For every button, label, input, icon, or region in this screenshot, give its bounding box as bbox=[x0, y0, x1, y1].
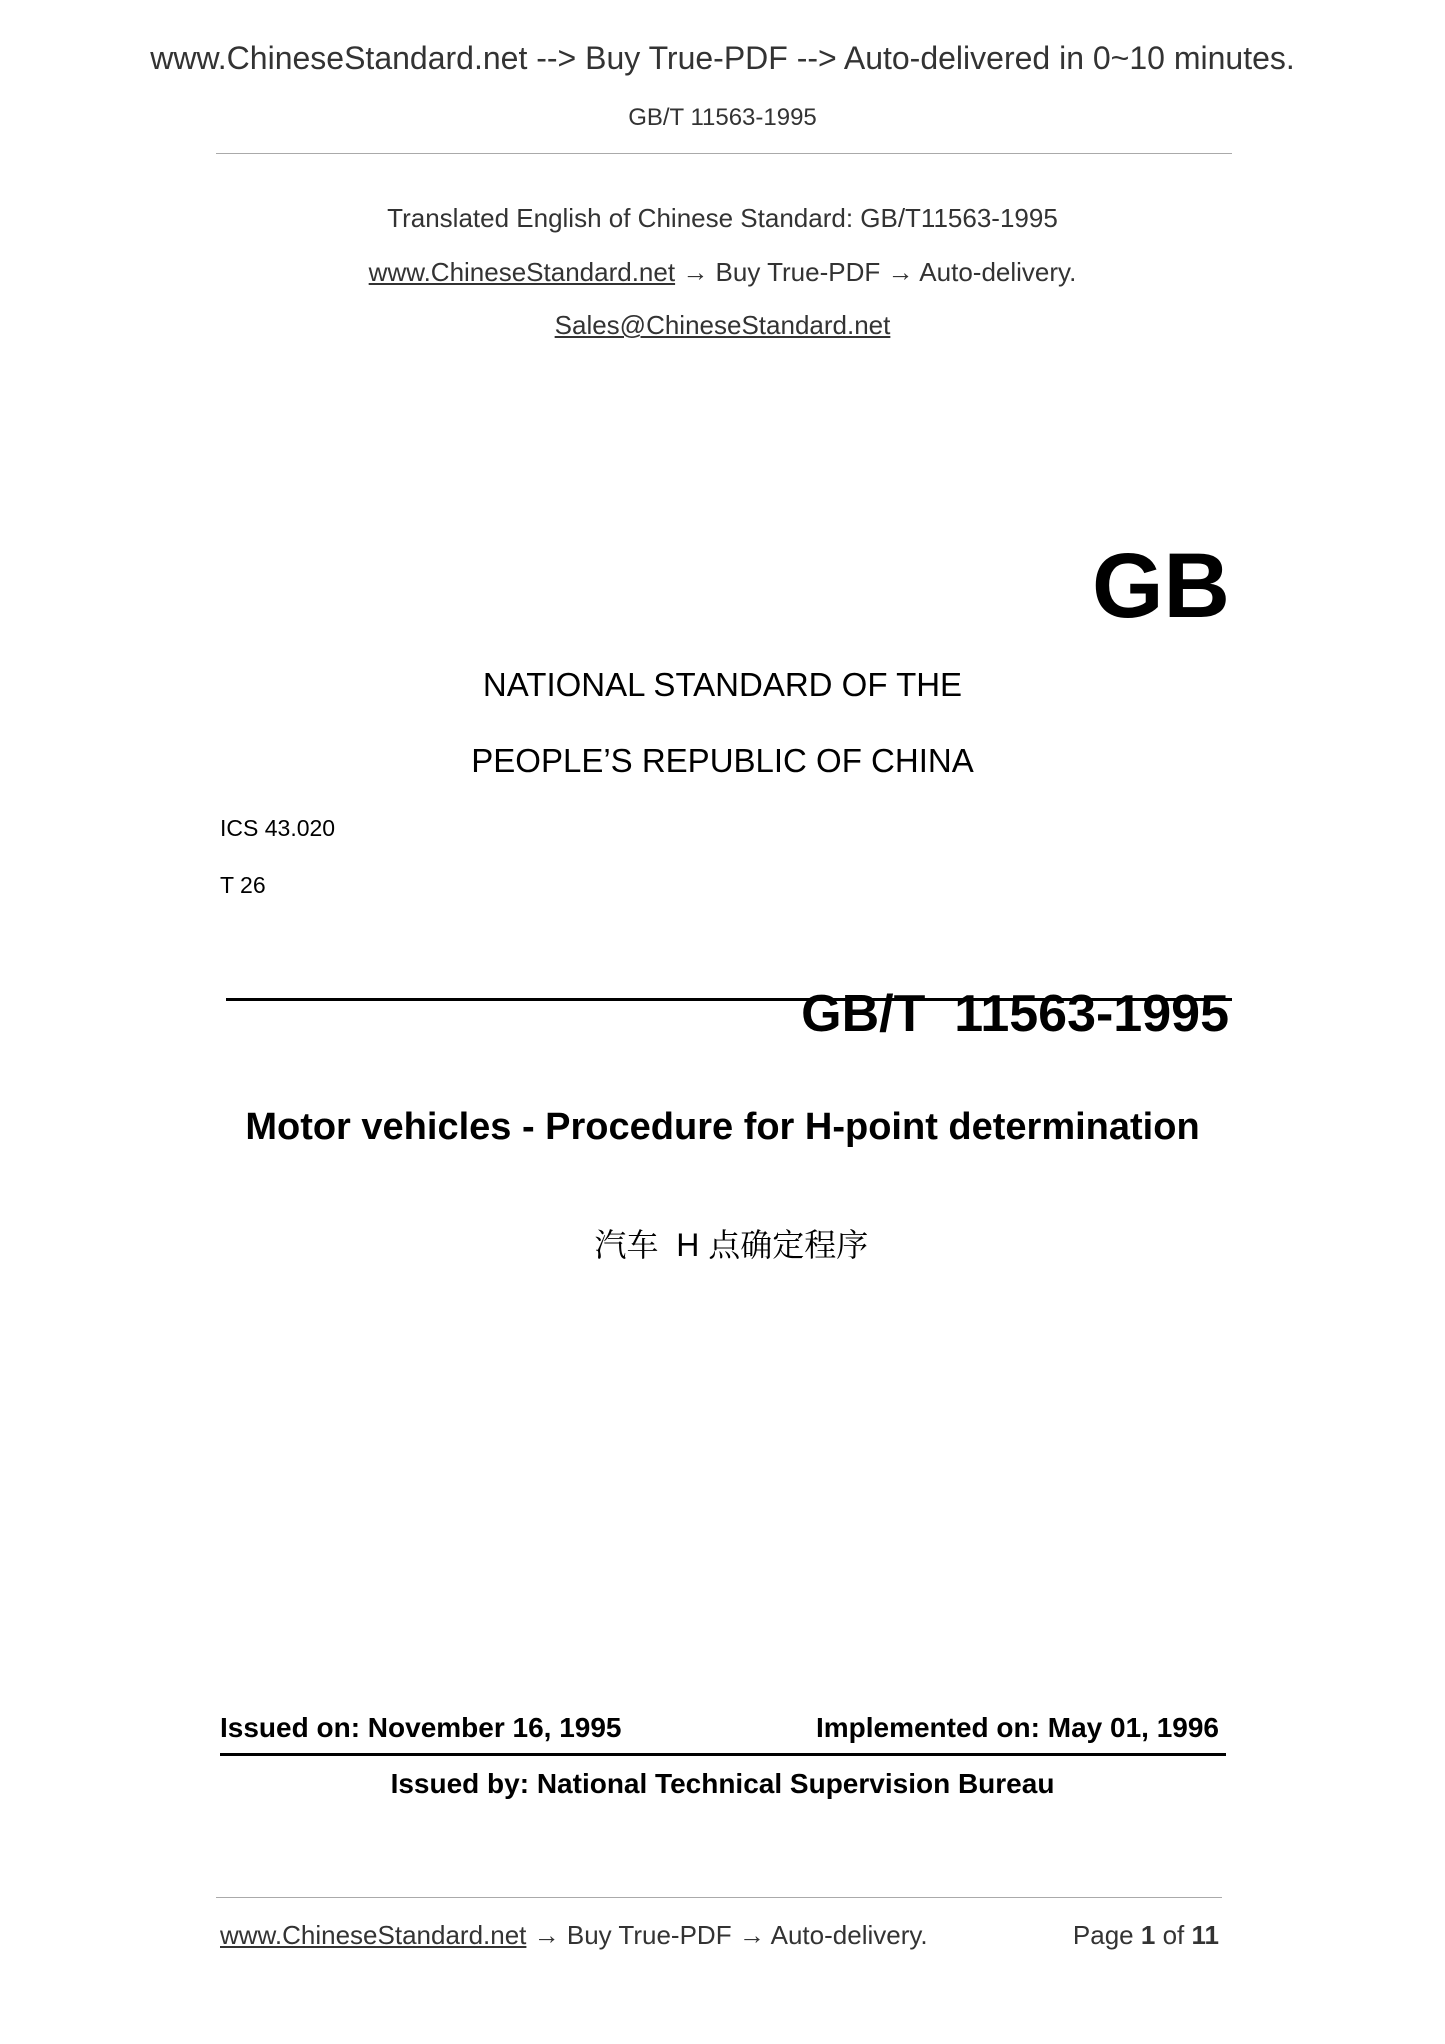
of-label: of bbox=[1162, 1920, 1185, 1950]
right-arrow-icon: → bbox=[533, 1920, 560, 1950]
footer-divider bbox=[216, 1897, 1222, 1898]
header-doc-code bbox=[0, 104, 1445, 132]
title-chinese-text: 汽车 H 点确定程序 bbox=[594, 1227, 869, 1263]
issued-on bbox=[220, 1712, 622, 1744]
ics-code bbox=[220, 815, 335, 842]
page-label: Page bbox=[1072, 1920, 1134, 1950]
translation-notice bbox=[0, 203, 1445, 234]
issued-by bbox=[0, 1768, 1445, 1800]
footer-purchase-line bbox=[220, 1920, 928, 1951]
site-link[interactable]: www.ChineseStandard.net bbox=[368, 257, 676, 287]
standard-number-text: GB/T 11563-1995 bbox=[801, 985, 1229, 1043]
header-divider bbox=[216, 153, 1232, 154]
national-heading-line1 bbox=[0, 666, 1445, 704]
footer-buy-text: Buy True-PDF bbox=[566, 1920, 732, 1950]
ics-code-text: ICS 43.020 bbox=[220, 815, 336, 841]
category-code bbox=[220, 872, 266, 899]
implemented-on-text: Implemented on: May 01, 1996 bbox=[815, 1712, 1219, 1743]
issued-by-text: Issued by: National Technical Supervision Bureau bbox=[390, 1768, 1055, 1799]
category-code-text: T 26 bbox=[220, 872, 266, 898]
right-arrow-icon: → bbox=[738, 1920, 765, 1950]
purchase-line bbox=[0, 257, 1445, 288]
top-banner-text: www.ChineseStandard.net --> Buy True-PDF --> Auto-delivered in 0~10 minutes. bbox=[150, 40, 1295, 76]
right-arrow-icon: → bbox=[682, 257, 709, 287]
top-banner bbox=[0, 40, 1445, 77]
email-line bbox=[0, 310, 1445, 341]
right-arrow-icon: → bbox=[887, 257, 914, 287]
delivery-text: Auto-delivery. bbox=[919, 257, 1077, 287]
national-heading-line2-text: PEOPLE’S REPUBLIC OF CHINA bbox=[471, 742, 974, 779]
national-heading-line1-text: NATIONAL STANDARD OF THE bbox=[482, 666, 963, 703]
national-heading-line2 bbox=[0, 742, 1445, 780]
title-english bbox=[0, 1106, 1445, 1149]
page-indicator bbox=[1073, 1920, 1219, 1951]
standard-number-rule bbox=[226, 998, 1232, 1001]
gb-mark-text: GB bbox=[1092, 535, 1230, 637]
title-chinese bbox=[0, 1183, 1445, 1266]
page-number: 1 bbox=[1140, 1920, 1156, 1950]
header-doc-code-text: GB/T 11563-1995 bbox=[628, 104, 817, 131]
footer-site-link[interactable]: www.ChineseStandard.net bbox=[220, 1920, 527, 1950]
translation-notice-text: Translated English of Chinese Standard: GB/T11563-1995 bbox=[387, 203, 1058, 233]
implemented-on bbox=[816, 1712, 1219, 1744]
gb-mark bbox=[1092, 535, 1230, 637]
standard-number bbox=[772, 924, 1229, 1044]
title-english-text: Motor vehicles - Procedure for H-point determination bbox=[245, 1106, 1200, 1148]
page-total: 11 bbox=[1191, 1920, 1219, 1950]
issue-rule bbox=[220, 1753, 1226, 1756]
buy-text: Buy True-PDF bbox=[715, 257, 881, 287]
email-link[interactable]: Sales@ChineseStandard.net bbox=[554, 310, 891, 340]
issued-on-text: Issued on: November 16, 1995 bbox=[220, 1712, 622, 1743]
footer-delivery-text: Auto-delivery. bbox=[770, 1920, 928, 1950]
